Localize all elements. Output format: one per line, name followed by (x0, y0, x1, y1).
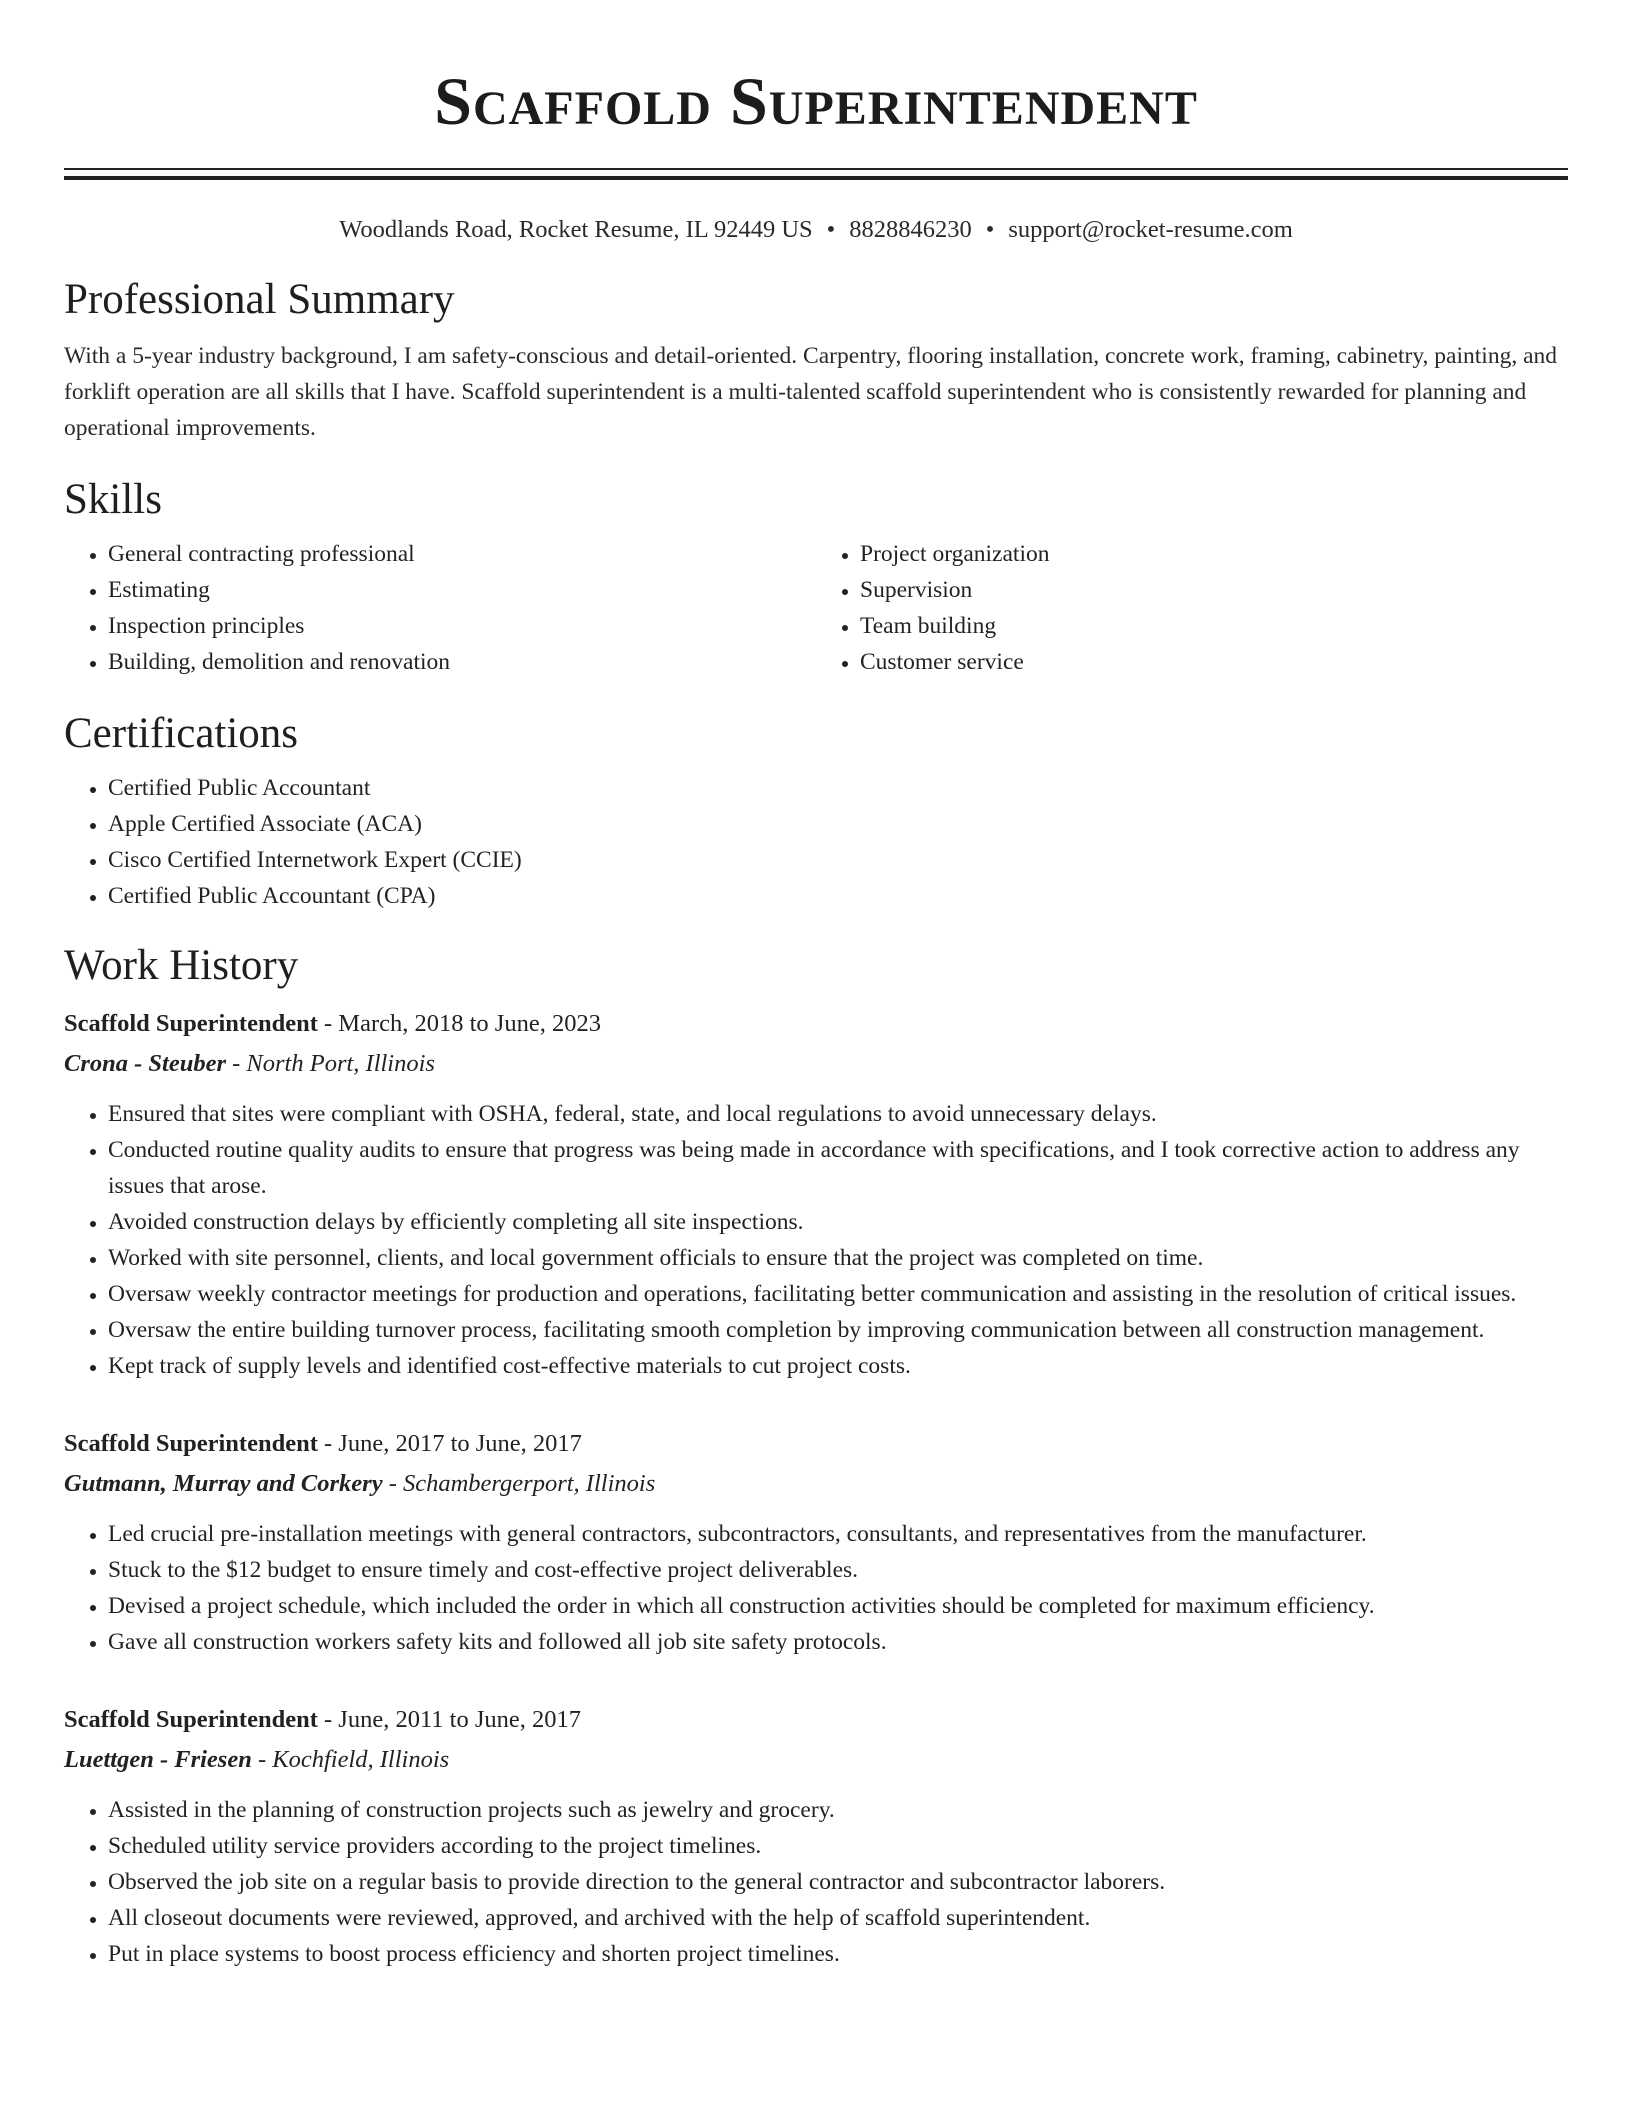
skills-columns (64, 536, 1568, 680)
job-bullet: • Put in place systems to boost process efficiency and shorten project timelines. (108, 1936, 1568, 1972)
job-company-line (64, 1464, 1568, 1504)
skill-item: • Supervision (860, 572, 1568, 608)
job-bullet: • Devised a project schedule, which included the order in which all construction activities should be completed for maximum efficiency. (108, 1588, 1568, 1624)
job-dates: - June, 2011 to June, 2017 (317, 1706, 582, 1733)
certification-item: • Certified Public Accountant (108, 770, 1568, 806)
skill-item: • Estimating (108, 572, 816, 608)
resume-name: Scaffold Superintendent (434, 63, 1198, 139)
header-rule-thin (64, 168, 1568, 170)
job-bullet: • Oversaw weekly contractor meetings for production and operations, facilitating better communication and assisting in the resolution of critical issues. (108, 1276, 1568, 1312)
contact-phone: 8828846230 (849, 216, 972, 243)
job-bullet: • Ensured that sites were compliant with OSHA, federal, state, and local regulations to avoid unnecessary delays. (108, 1096, 1568, 1132)
job-bullet: • Stuck to the $12 budget to ensure timely and cost-effective project deliverables. (108, 1552, 1568, 1588)
job-entry (64, 1004, 1568, 1384)
skill-item: • Building, demolition and renovation (108, 644, 816, 680)
job-dates: - June, 2017 to June, 2017 (317, 1430, 582, 1457)
job-company: Luettgen - Friesen (64, 1746, 252, 1773)
header-rule-thick (64, 176, 1568, 180)
certification-item: • Certified Public Accountant (CPA) (108, 878, 1568, 914)
contact-separator: • (985, 216, 995, 243)
skills-list-right (816, 536, 1568, 680)
job-bullets (64, 1792, 1568, 1972)
summary-heading: Professional Summary (64, 276, 455, 323)
job-title: Scaffold Superintendent (64, 1430, 318, 1457)
job-bullet: • Gave all construction workers safety kits and followed all job site safety protocols. (108, 1624, 1568, 1660)
skill-item: • Team building (860, 608, 1568, 644)
job-bullet: • All closeout documents were reviewed, approved, and archived with the help of scaffold superintendent. (108, 1900, 1568, 1936)
job-location: - Schambergerport, Illinois (382, 1470, 656, 1497)
job-bullet: • Worked with site personnel, clients, and local government officials to ensure that the project was completed on time. (108, 1240, 1568, 1276)
skills-heading: Skills (64, 476, 162, 523)
certifications-section (64, 708, 1568, 914)
job-bullet: • Kept track of supply levels and identified cost-effective materials to cut project costs. (108, 1348, 1568, 1384)
job-company: Gutmann, Murray and Corkery (64, 1470, 383, 1497)
skill-item: • General contracting professional (108, 536, 816, 572)
certification-item: • Apple Certified Associate (ACA) (108, 806, 1568, 842)
job-bullets (64, 1096, 1568, 1384)
job-dates: - March, 2018 to June, 2023 (317, 1010, 601, 1037)
job-location: - North Port, Illinois (226, 1050, 435, 1077)
contact-line (64, 214, 1568, 246)
job-bullet: • Led crucial pre-installation meetings with general contractors, subcontractors, consultants, and representatives from the manufacturer. (108, 1516, 1568, 1552)
job-bullet: • Conducted routine quality audits to ensure that progress was being made in accordance with specifications, and I took corrective action to address any issues that arose. (108, 1132, 1568, 1204)
work-history-heading: Work History (64, 942, 299, 989)
summary-text: With a 5-year industry background, I am safety-conscious and detail-oriented. Carpentry, flooring installation, concrete work, framing, cabinetry, painting, and forklift operation are all skills that I have. Scaffold superintendent is a multi-talented scaffold superintendent who is consistently rewarded for planning and operational improvements. (64, 343, 1557, 441)
job-title: Scaffold Superintendent (64, 1010, 318, 1037)
skill-item: • Inspection principles (108, 608, 816, 644)
job-location: - Kochfield, Illinois (251, 1746, 450, 1773)
job-bullet: • Scheduled utility service providers according to the project timelines. (108, 1828, 1568, 1864)
job-bullet: • Oversaw the entire building turnover process, facilitating smooth completion by improving communication between all construction management. (108, 1312, 1568, 1348)
job-entry (64, 1700, 1568, 1972)
certifications-heading: Certifications (64, 710, 299, 757)
job-bullet: • Observed the job site on a regular basis to provide direction to the general contractor and subcontractor laborers. (108, 1864, 1568, 1900)
job-entry (64, 1424, 1568, 1660)
job-title: Scaffold Superintendent (64, 1706, 318, 1733)
summary-section (64, 274, 1568, 446)
job-title-line (64, 1700, 1568, 1740)
job-bullet: • Avoided construction delays by efficiently completing all site inspections. (108, 1204, 1568, 1240)
job-bullets (64, 1516, 1568, 1660)
job-company-line (64, 1044, 1568, 1084)
job-title-line (64, 1004, 1568, 1044)
work-history-section (64, 940, 1568, 1972)
contact-separator: • (826, 216, 836, 243)
job-bullet: • Assisted in the planning of construction projects such as jewelry and grocery. (108, 1792, 1568, 1828)
skills-section (64, 474, 1568, 680)
skill-item: • Project organization (860, 536, 1568, 572)
certifications-list (64, 770, 1568, 914)
job-title-line (64, 1424, 1568, 1464)
skill-item: • Customer service (860, 644, 1568, 680)
skills-list-left (64, 536, 816, 680)
job-company: Crona - Steuber (64, 1050, 227, 1077)
contact-address: Woodlands Road, Rocket Resume, IL 92449 US (339, 216, 813, 243)
certification-item: • Cisco Certified Internetwork Expert (CCIE) (108, 842, 1568, 878)
contact-email[interactable]: support@rocket-resume.com (1008, 216, 1293, 243)
job-company-line (64, 1740, 1568, 1780)
